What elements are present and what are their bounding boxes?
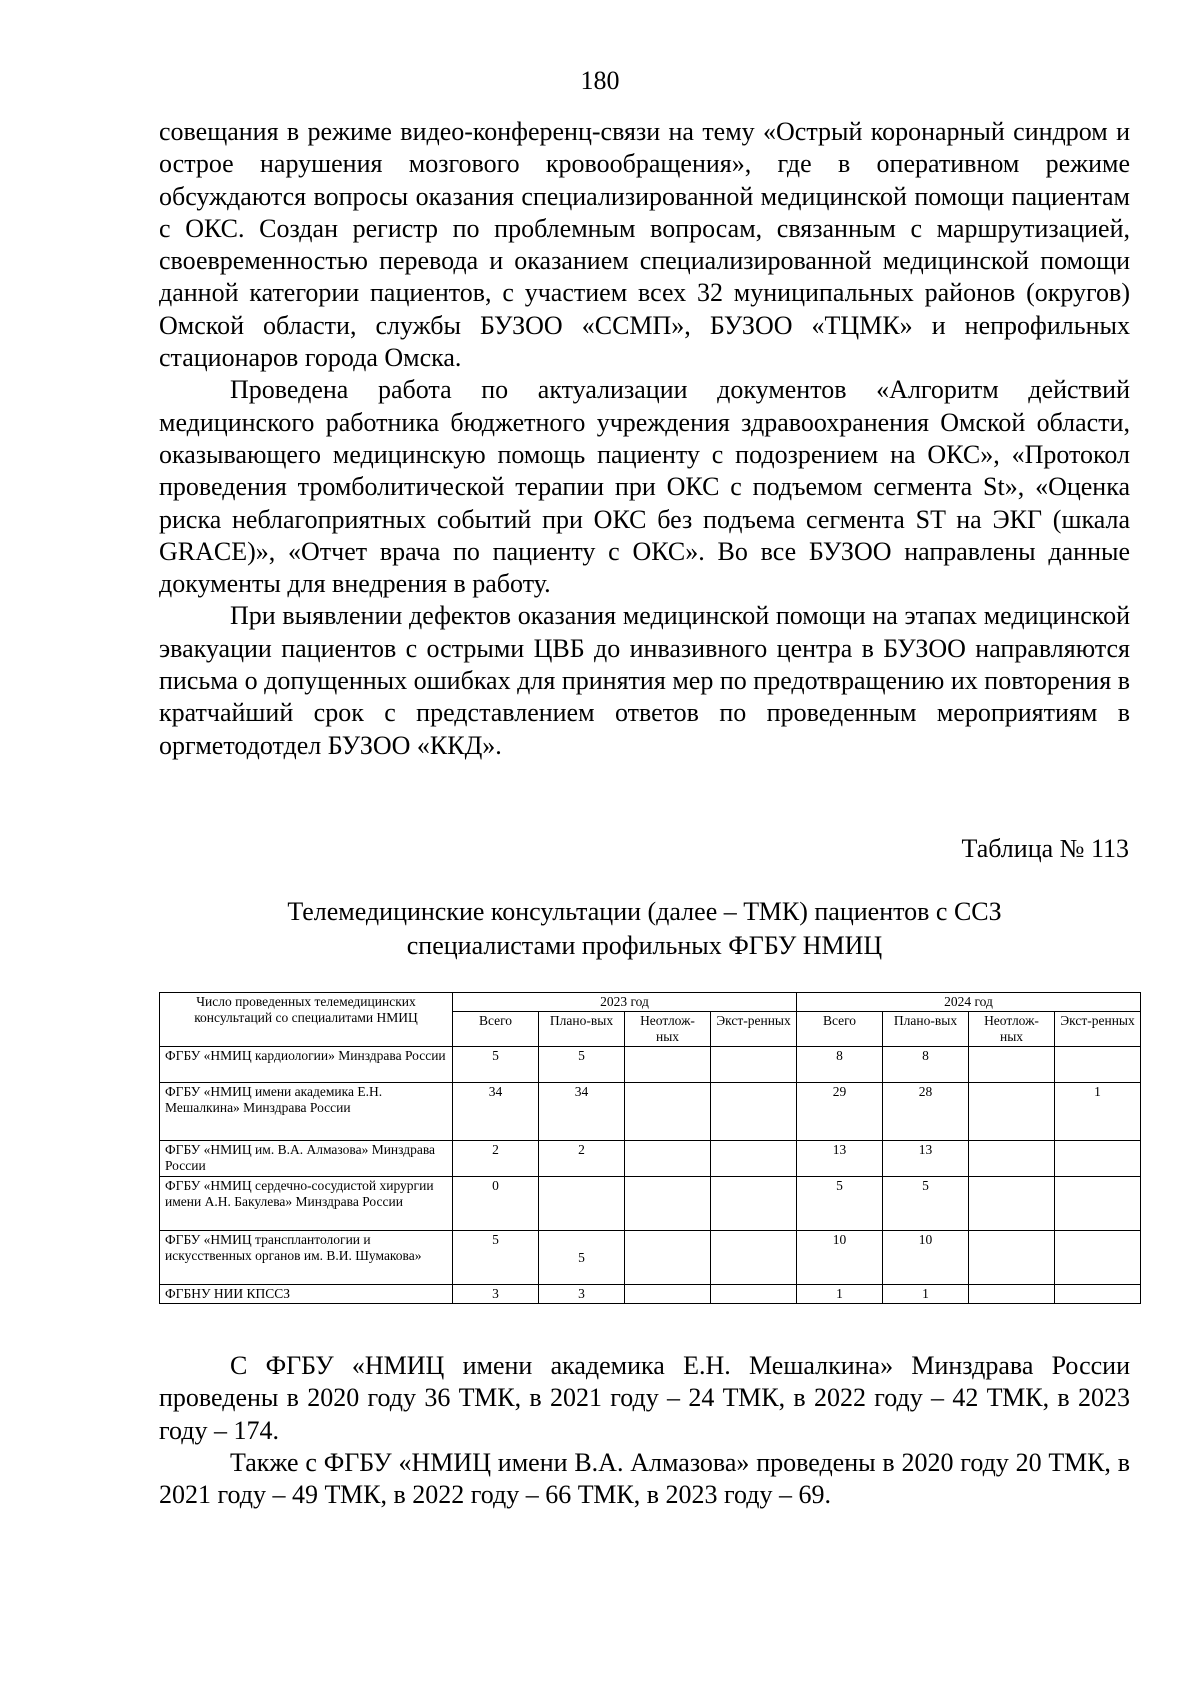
value-cell: 5 — [539, 1231, 625, 1285]
value-cell: 1 — [883, 1285, 969, 1304]
value-cell: 13 — [797, 1141, 883, 1177]
table-row — [160, 1285, 1141, 1304]
value-cell: 8 — [883, 1047, 969, 1083]
value-cell: 1 — [1055, 1083, 1141, 1141]
table-title-line: специалистами профильных ФГБУ НМИЦ — [406, 931, 883, 960]
value-cell — [1055, 1231, 1141, 1285]
value-cell — [625, 1083, 711, 1141]
org-cell: ФГБУ «НМИЦ имени академика Е.Н. Мешалкина» Минздрава России — [160, 1083, 453, 1141]
org-cell: ФГБУ «НМИЦ им. В.А. Алмазова» Минздрава России — [160, 1141, 453, 1177]
org-cell: ФГБНУ НИИ КПССЗ — [160, 1285, 453, 1304]
header-year: 2024 год — [797, 993, 1141, 1012]
header-subcol: Плано-вых — [883, 1012, 969, 1047]
value-cell — [969, 1141, 1055, 1177]
body-text-top — [159, 116, 1130, 762]
value-cell — [539, 1177, 625, 1231]
value-cell: 5 — [453, 1231, 539, 1285]
value-cell — [1055, 1047, 1141, 1083]
table-row — [160, 1083, 1141, 1141]
value-cell — [969, 1083, 1055, 1141]
value-cell — [969, 1285, 1055, 1304]
value-cell: 34 — [453, 1083, 539, 1141]
value-cell — [625, 1285, 711, 1304]
value-cell: 2 — [453, 1141, 539, 1177]
value-cell: 34 — [539, 1083, 625, 1141]
paragraph: С ФГБУ «НМИЦ имени академика Е.Н. Мешалкина» Минздрава России проведены в 2020 году 36 ТМК, в 2021 году – 24 ТМК, в 2022 году – 42 ТМК, в 2023 году – 174. — [159, 1351, 1130, 1445]
value-cell: 5 — [539, 1047, 625, 1083]
value-cell: 29 — [797, 1083, 883, 1141]
value-cell — [625, 1231, 711, 1285]
value-cell — [1055, 1285, 1141, 1304]
org-cell: ФГБУ «НМИЦ трансплантологии и искусственных органов им. В.И. Шумакова» — [160, 1231, 453, 1285]
value-cell — [711, 1047, 797, 1083]
page-number: 180 — [580, 66, 620, 95]
paragraph: При выявлении дефектов оказания медицинской помощи на этапах медицинской эвакуации пациентов с острыми ЦВБ до инвазивного центра в БУЗОО направляются письма о допущенных ошибках для принятия мер по предотвращению их повторения в кратчайший срок с представлением ответов по проведенным мероприятиям в оргметодотдел БУЗОО «ККД». — [159, 601, 1130, 760]
org-cell: ФГБУ «НМИЦ кардиологии» Минздрава России — [160, 1047, 453, 1083]
value-cell: 28 — [883, 1083, 969, 1141]
value-cell — [969, 1231, 1055, 1285]
value-cell: 5 — [797, 1177, 883, 1231]
table-row — [160, 1177, 1141, 1231]
value-cell: 0 — [453, 1177, 539, 1231]
value-cell: 5 — [453, 1047, 539, 1083]
value-cell: 3 — [539, 1285, 625, 1304]
value-cell: 8 — [797, 1047, 883, 1083]
value-cell — [711, 1285, 797, 1304]
value-cell: 10 — [797, 1231, 883, 1285]
value-cell: 2 — [539, 1141, 625, 1177]
header-subcol: Неотлож-ных — [625, 1012, 711, 1047]
header-first-col: Число проведенных телемедицинских консультаций со специалитами НМИЦ — [160, 993, 453, 1047]
header-subcol: Экст-ренных — [1055, 1012, 1141, 1047]
paragraph: Также с ФГБУ «НМИЦ имени В.А. Алмазова» проведены в 2020 году 20 ТМК, в 2021 году – 49 ТМК, в 2022 году – 66 ТМК, в 2023 году – 69. — [159, 1447, 1130, 1510]
value-cell: 13 — [883, 1141, 969, 1177]
value-cell — [625, 1177, 711, 1231]
value-cell — [1055, 1141, 1141, 1177]
header-subcol: Всего — [453, 1012, 539, 1047]
table-row — [160, 1231, 1141, 1285]
value-cell — [625, 1047, 711, 1083]
body-text-bottom — [159, 1350, 1130, 1511]
paragraph: совещания в режиме видео-конференц-связи на тему «Острый коронарный синдром и острое нарушения мозгового кровообращения», где в оперативном режиме обсуждаются вопросы оказания специализированной медицинской помощи пациентам с ОКС. Создан регистр по проблемным вопросам, связанным с маршрутизацией, своевременностью перевода и оказанием специализированной медицинской помощи данной категории пациентов, с участием всех 32 муниципальных районов (округов) Омской области, службы БУЗОО «ССМП», БУЗОО «ТЦМК» и непрофильных стационаров города Омска. — [159, 117, 1130, 373]
header-subcol: Экст-ренных — [711, 1012, 797, 1047]
table-row — [160, 1047, 1141, 1083]
paragraph: Проведена работа по актуализации документов «Алгоритм действий медицинского работника бюджетного учреждения здравоохранения Омской области, оказывающего медицинскую помощь пациенту с подозрением на ОКС», «Протокол проведения тромболитической терапии при ОКС с подъемом сегмента St», «Оценка риска неблагоприятных событий при ОКС без подъема сегмента ST на ЭКГ (шкала GRACE)», «Отчет врача по пациенту с ОКС». Во все БУЗОО направлены данные документы для внедрения в работу. — [159, 375, 1130, 599]
table-title-line: Телемедицинские консультации (далее – ТМК) пациентов с ССЗ — [287, 897, 1002, 926]
org-cell: ФГБУ «НМИЦ сердечно-сосудистой хирургии имени А.Н. Бакулева» Минздрава России — [160, 1177, 453, 1231]
value-cell: 10 — [883, 1231, 969, 1285]
value-cell — [711, 1231, 797, 1285]
value-cell — [625, 1141, 711, 1177]
header-year: 2023 год — [453, 993, 797, 1012]
tmk-table — [159, 992, 1141, 1304]
header-subcol: Неотлож-ных — [969, 1012, 1055, 1047]
value-cell — [711, 1141, 797, 1177]
header-subcol: Всего — [797, 1012, 883, 1047]
value-cell — [711, 1177, 797, 1231]
value-cell: 5 — [883, 1177, 969, 1231]
value-cell: 3 — [453, 1285, 539, 1304]
table-title — [159, 895, 1130, 963]
value-cell — [969, 1177, 1055, 1231]
table-row — [160, 1141, 1141, 1177]
value-cell — [711, 1083, 797, 1141]
table-label: Таблица № 113 — [961, 834, 1129, 863]
value-cell: 1 — [797, 1285, 883, 1304]
header-subcol: Плано-вых — [539, 1012, 625, 1047]
value-cell — [969, 1047, 1055, 1083]
value-cell — [1055, 1177, 1141, 1231]
